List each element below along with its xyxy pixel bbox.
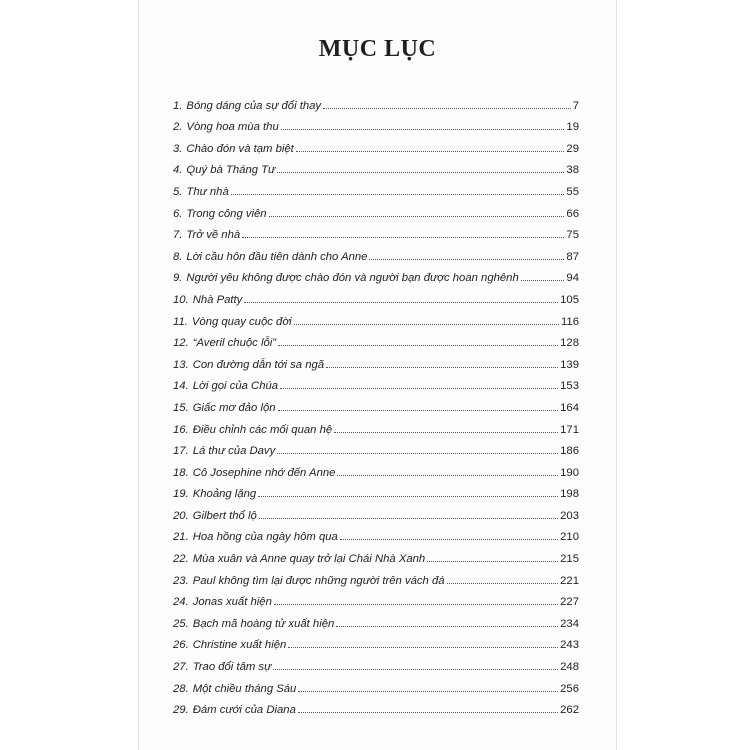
chapter-number: 11. xyxy=(173,315,188,328)
chapter-title: Khoảng lặng xyxy=(192,488,257,501)
dot-leader xyxy=(323,108,571,109)
chapter-title: Jonas xuất hiện xyxy=(192,596,272,609)
book-page xyxy=(138,0,617,750)
dot-leader xyxy=(258,496,558,497)
toc-entry xyxy=(173,220,579,242)
dot-leader xyxy=(273,669,558,670)
page-number: 38 xyxy=(566,164,579,177)
chapter-number: 20. xyxy=(173,509,189,522)
chapter-title: Christine xuất hiện xyxy=(192,639,287,652)
dot-leader xyxy=(281,129,565,130)
chapter-title: Điều chỉnh các mối quan hệ xyxy=(192,423,333,436)
page-number: 215 xyxy=(560,553,579,566)
page-number: 105 xyxy=(560,293,579,306)
page-number: 7 xyxy=(572,99,579,112)
chapter-title: Lời cầu hôn đầu tiên dành cho Anne xyxy=(186,250,368,263)
chapter-title: Trao đổi tâm sự xyxy=(192,661,272,674)
chapter-title: Trở về nhà xyxy=(186,229,241,242)
chapter-title: Vòng hoa mùa thu xyxy=(186,121,279,134)
page-number: 234 xyxy=(560,617,579,630)
page-number: 248 xyxy=(560,661,579,674)
dot-leader xyxy=(269,216,565,217)
chapter-number: 21. xyxy=(173,531,189,544)
dot-leader xyxy=(298,691,558,692)
toc-entry xyxy=(173,608,579,630)
chapter-title: Mùa xuân và Anne quay trở lại Chái Nhà Xanh xyxy=(192,553,426,566)
dot-leader xyxy=(242,237,564,238)
toc-entry xyxy=(173,436,579,458)
chapter-number: 15. xyxy=(173,401,189,414)
toc-entry xyxy=(173,90,579,112)
page-number: 190 xyxy=(560,466,579,479)
toc-entry xyxy=(173,263,579,285)
chapter-number: 5. xyxy=(173,185,183,198)
page-title: MỤC LỤC xyxy=(318,36,437,62)
chapter-number: 14. xyxy=(173,380,189,393)
toc-entry xyxy=(173,392,579,414)
table-of-contents xyxy=(173,90,579,716)
chapter-title: Bạch mã hoàng tử xuất hiện xyxy=(192,617,335,630)
chapter-title: Vòng quay cuộc đời xyxy=(191,315,292,328)
page-number: 66 xyxy=(566,207,579,220)
page-number: 203 xyxy=(560,509,579,522)
toc-entry xyxy=(173,414,579,436)
page-number: 198 xyxy=(560,488,579,501)
chapter-title: Giấc mơ đảo lộn xyxy=(192,401,276,414)
page-number: 262 xyxy=(560,704,579,717)
chapter-title: Lời gọi của Chúa xyxy=(192,380,279,393)
chapter-number: 29. xyxy=(173,704,189,717)
toc-entry xyxy=(173,284,579,306)
chapter-number: 2. xyxy=(173,121,183,134)
toc-entry xyxy=(173,673,579,695)
chapter-number: 12. xyxy=(173,337,189,350)
page-number: 75 xyxy=(566,229,579,242)
chapter-number: 10. xyxy=(173,293,189,306)
chapter-title: Chào đón và tạm biệt xyxy=(186,142,294,155)
toc-entry xyxy=(173,695,579,717)
toc-entry xyxy=(173,565,579,587)
dot-leader xyxy=(340,539,558,540)
chapter-number: 25. xyxy=(173,617,189,630)
chapter-number: 1. xyxy=(173,99,183,112)
chapter-number: 4. xyxy=(173,164,183,177)
toc-entry xyxy=(173,500,579,522)
toc-entry xyxy=(173,112,579,134)
chapter-number: 18. xyxy=(173,466,189,479)
page-number: 87 xyxy=(566,250,579,263)
toc-entry xyxy=(173,155,579,177)
chapter-title: Quý bà Tháng Tư xyxy=(186,164,276,177)
chapter-title: Con đường dẫn tới sa ngã xyxy=(192,358,325,371)
chapter-title: Bóng dáng của sự đổi thay xyxy=(186,99,322,112)
dot-leader xyxy=(277,453,558,454)
toc-entry xyxy=(173,543,579,565)
toc-entry xyxy=(173,306,579,328)
chapter-number: 7. xyxy=(173,229,183,242)
dot-leader xyxy=(288,647,558,648)
page-number: 94 xyxy=(566,272,579,285)
chapter-title: Trong công viên xyxy=(186,207,267,220)
dot-leader xyxy=(278,410,559,411)
chapter-number: 27. xyxy=(173,661,189,674)
dot-leader xyxy=(369,259,564,260)
page-number: 243 xyxy=(560,639,579,652)
dot-leader xyxy=(280,388,558,389)
chapter-number: 6. xyxy=(173,207,183,220)
toc-entry xyxy=(173,176,579,198)
toc-entry xyxy=(173,522,579,544)
page-number: 256 xyxy=(560,682,579,695)
page-number: 153 xyxy=(560,380,579,393)
toc-entry xyxy=(173,241,579,263)
page-number: 227 xyxy=(560,596,579,609)
dot-leader xyxy=(337,475,558,476)
chapter-title: Gilbert thổ lộ xyxy=(192,509,257,522)
chapter-number: 9. xyxy=(173,272,183,285)
chapter-title: Hoa hồng của ngày hôm qua xyxy=(192,531,338,544)
dot-leader xyxy=(231,194,565,195)
page-number: 221 xyxy=(560,574,579,587)
chapter-number: 17. xyxy=(173,445,189,458)
dot-leader xyxy=(521,280,565,281)
dot-leader xyxy=(278,345,558,346)
dot-leader xyxy=(334,432,558,433)
chapter-number: 23. xyxy=(173,574,189,587)
dot-leader xyxy=(274,604,558,605)
dot-leader xyxy=(296,151,565,152)
chapter-number: 26. xyxy=(173,639,189,652)
chapter-title: Paul không tìm lại được những người trên vách đá xyxy=(192,574,445,587)
chapter-title: Người yêu không được chào đón và người bạn được hoan nghênh xyxy=(186,272,519,285)
chapter-number: 19. xyxy=(173,488,189,501)
page-number: 186 xyxy=(560,445,579,458)
dot-leader xyxy=(336,626,558,627)
toc-entry xyxy=(173,198,579,220)
page-number: 210 xyxy=(560,531,579,544)
dot-leader xyxy=(447,583,559,584)
chapter-number: 13. xyxy=(173,358,189,371)
page-number: 29 xyxy=(566,142,579,155)
toc-entry xyxy=(173,630,579,652)
chapter-title: “Averil chuộc lỗi” xyxy=(192,337,277,350)
page-number: 116 xyxy=(560,315,579,328)
chapter-number: 24. xyxy=(173,596,189,609)
chapter-title: Nhà Patty xyxy=(192,293,243,306)
chapter-title: Thư nhà xyxy=(186,185,229,198)
chapter-title: Lá thư của Davy xyxy=(192,445,276,458)
dot-leader xyxy=(244,302,558,303)
dot-leader xyxy=(326,367,558,368)
dot-leader xyxy=(427,561,558,562)
chapter-number: 8. xyxy=(173,250,183,263)
chapter-number: 3. xyxy=(173,142,183,155)
toc-entry xyxy=(173,349,579,371)
page-number: 19 xyxy=(566,121,579,134)
page-number: 128 xyxy=(560,337,579,350)
dot-leader xyxy=(277,172,564,173)
dot-leader xyxy=(294,324,559,325)
chapter-number: 22. xyxy=(173,553,189,566)
page-number: 55 xyxy=(566,185,579,198)
page-number: 171 xyxy=(560,423,579,436)
chapter-title: Đám cưới của Diana xyxy=(192,704,296,717)
toc-entry xyxy=(173,371,579,393)
toc-entry xyxy=(173,479,579,501)
chapter-number: 28. xyxy=(173,682,189,695)
page-number: 164 xyxy=(560,401,579,414)
chapter-title: Cô Josephine nhớ đến Anne xyxy=(192,466,336,479)
page-number: 139 xyxy=(560,358,579,371)
chapter-number: 16. xyxy=(173,423,189,436)
toc-entry xyxy=(173,457,579,479)
toc-entry xyxy=(173,328,579,350)
dot-leader xyxy=(259,518,558,519)
toc-entry xyxy=(173,651,579,673)
chapter-title: Một chiều tháng Sáu xyxy=(192,682,297,695)
dot-leader xyxy=(298,712,558,713)
toc-entry xyxy=(173,587,579,609)
toc-entry xyxy=(173,133,579,155)
